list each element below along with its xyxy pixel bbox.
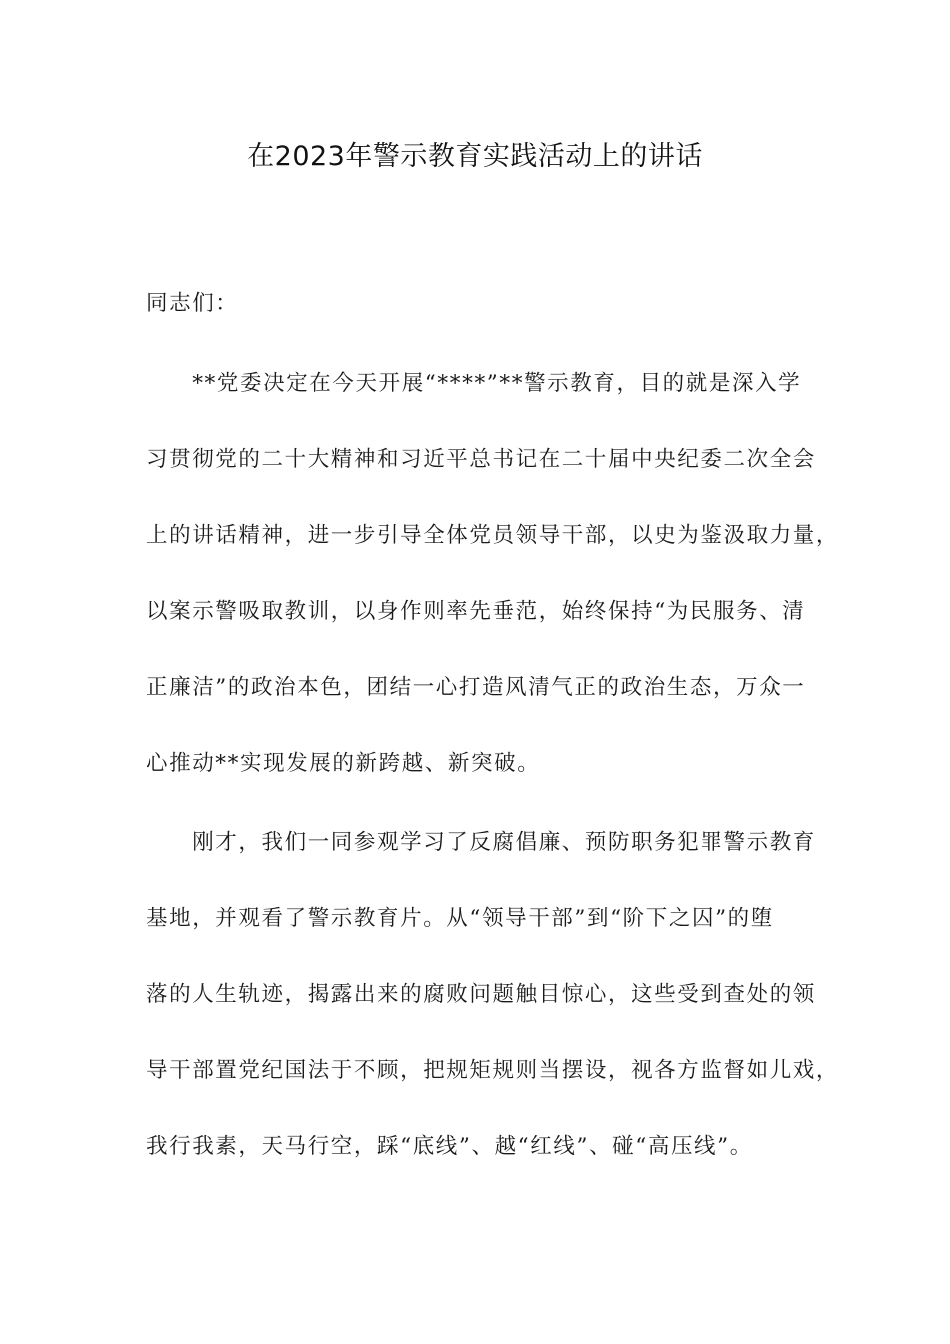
paragraph-line: 基地，并观看了警示教育片。从“领导干部”到“阶下之囚”的堕 xyxy=(146,906,774,931)
paragraph-line: **党委决定在今天开展“****”**警示教育，目的就是深入学 xyxy=(146,371,802,396)
salutation: 同志们： xyxy=(146,291,239,316)
paragraph-2 xyxy=(146,824,840,1204)
paragraph-line: 落的人生轨迹，揭露出来的腐败问题触目惊心，这些受到查处的领 xyxy=(146,982,816,1007)
paragraph-line: 刚才，我们一同参观学习了反腐倡廉、预防职务犯罪警示教育 xyxy=(146,830,816,855)
paragraph-line: 上的讲话精神，进一步引导全体党员领导干部，以史为鉴汲取力量， xyxy=(146,523,840,548)
paragraph-line: 我行我素，天马行空，踩“底线”、越“红线”、碰“高压线”。 xyxy=(146,1134,753,1159)
document-title: 在2023年警示教育实践活动上的讲话 xyxy=(247,141,703,172)
paragraph-line: 习贯彻党的二十大精神和习近平总书记在二十届中央纪委二次全会 xyxy=(146,447,816,472)
paragraph-line: 心推动**实现发展的新跨越、新突破。 xyxy=(146,751,541,776)
paragraph-line: 正廉洁”的政治本色，团结一心打造风清气正的政治生态，万众一 xyxy=(146,675,806,700)
paragraph-line: 导干部置党纪国法于不顾，把规矩规则当摆设，视各方监督如儿戏， xyxy=(146,1058,840,1083)
paragraph-line: 以案示警吸取教训，以身作则率先垂范，始终保持“为民服务、清 xyxy=(146,599,806,624)
paragraph-1 xyxy=(146,365,840,821)
